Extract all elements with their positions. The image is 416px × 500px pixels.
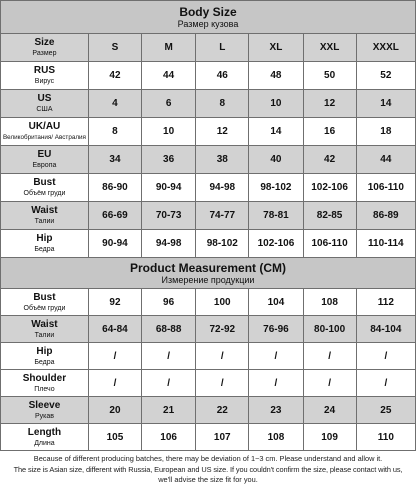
- table-cell: /: [303, 370, 356, 397]
- product-row-sleeve: [1, 397, 416, 424]
- table-cell: 10: [249, 90, 303, 118]
- row-label-cell: [1, 146, 89, 174]
- table-cell: /: [142, 370, 196, 397]
- product-title: Product Measurement (CM): [129, 260, 287, 275]
- row-label: US: [37, 93, 52, 104]
- table-cell: 107: [196, 424, 249, 451]
- note-asian-size: The size is Asian size, different with Russia, European and US size. If you couldn't confirm the size, please contact with us,: [13, 464, 403, 474]
- table-cell: 104: [249, 289, 303, 316]
- table-cell: 14: [356, 90, 415, 118]
- body-size-title-cell: [1, 1, 416, 34]
- row-label: UK/AU: [28, 121, 61, 132]
- row-label-cell: [1, 316, 89, 343]
- size-notes: [0, 451, 416, 486]
- table-cell: 20: [88, 397, 141, 424]
- table-cell: 76-96: [249, 316, 303, 343]
- table-cell: /: [88, 343, 141, 370]
- row-label: Shoulder: [22, 372, 67, 384]
- table-cell: 96: [142, 289, 196, 316]
- table-cell: /: [356, 343, 415, 370]
- product-row-length: [1, 424, 416, 451]
- table-cell: 34: [88, 146, 141, 174]
- size-header-xl: XL: [249, 34, 303, 62]
- table-cell: 98-102: [249, 174, 303, 202]
- row-sublabel: Европа: [32, 162, 57, 169]
- row-label: Hip: [36, 345, 53, 357]
- body-row-ukau: [1, 118, 416, 146]
- table-cell: 78-81: [249, 202, 303, 230]
- table-cell: 38: [196, 146, 249, 174]
- row-sublabel: Бедра: [34, 246, 55, 253]
- row-sublabel: Вирус: [34, 78, 55, 85]
- table-cell: 94-98: [142, 230, 196, 258]
- row-sublabel: Рукав: [34, 412, 54, 420]
- table-cell: 64-84: [88, 316, 141, 343]
- table-cell: 42: [303, 146, 356, 174]
- row-label: Waist: [31, 318, 58, 330]
- table-cell: 68-88: [142, 316, 196, 343]
- table-cell: /: [196, 370, 249, 397]
- row-label: Bust: [33, 177, 56, 188]
- table-cell: 48: [249, 62, 303, 90]
- table-cell: 102-106: [249, 230, 303, 258]
- table-cell: 42: [88, 62, 141, 90]
- table-cell: 46: [196, 62, 249, 90]
- note-advise: we'll advise the size fit for you.: [158, 475, 258, 484]
- row-label-cell: [1, 174, 89, 202]
- table-cell: 44: [356, 146, 415, 174]
- table-cell: 16: [303, 118, 356, 146]
- size-header-l: L: [196, 34, 249, 62]
- row-sublabel: Талии: [34, 331, 55, 339]
- table-cell: 8: [88, 118, 141, 146]
- table-cell: 66-69: [88, 202, 141, 230]
- row-sublabel: Великобритания/ Австралия: [2, 134, 86, 141]
- table-cell: /: [196, 343, 249, 370]
- table-cell: 24: [303, 397, 356, 424]
- body-row-waist: [1, 202, 416, 230]
- row-label-cell: [1, 424, 89, 451]
- table-cell: /: [88, 370, 141, 397]
- row-label-cell: [1, 90, 89, 118]
- table-cell: 90-94: [88, 230, 141, 258]
- note-deviation: Because of different producing batches, there may be deviation of 1~3 cm. Please understand and allow it.: [33, 454, 383, 463]
- row-sublabel: Объём груди: [23, 304, 66, 312]
- table-cell: 52: [356, 62, 415, 90]
- body-size-title-row: [1, 1, 416, 34]
- row-sublabel: Бедра: [34, 358, 55, 366]
- table-cell: 21: [142, 397, 196, 424]
- row-label: Bust: [33, 291, 56, 303]
- row-label: Sleeve: [28, 399, 61, 411]
- table-cell: 40: [249, 146, 303, 174]
- size-header-s: S: [88, 34, 141, 62]
- row-label-cell: [1, 62, 89, 90]
- table-cell: 86-90: [88, 174, 141, 202]
- body-row-bust: [1, 174, 416, 202]
- table-cell: 84-104: [356, 316, 415, 343]
- table-cell: 10: [142, 118, 196, 146]
- table-cell: /: [249, 370, 303, 397]
- table-cell: 112: [356, 289, 415, 316]
- size-header-label-cell: [1, 34, 89, 62]
- row-label-cell: [1, 343, 89, 370]
- table-cell: 72-92: [196, 316, 249, 343]
- table-cell: 102-106: [303, 174, 356, 202]
- table-cell: 18: [356, 118, 415, 146]
- table-cell: 36: [142, 146, 196, 174]
- table-cell: /: [356, 370, 415, 397]
- table-cell: 109: [303, 424, 356, 451]
- table-cell: 50: [303, 62, 356, 90]
- row-sublabel: Объём груди: [23, 190, 66, 197]
- table-cell: 110: [356, 424, 415, 451]
- body-row-us: [1, 90, 416, 118]
- table-cell: 105: [88, 424, 141, 451]
- row-label-cell: [1, 397, 89, 424]
- table-cell: 74-77: [196, 202, 249, 230]
- row-label: Waist: [31, 205, 58, 216]
- size-header-xxl: XXL: [303, 34, 356, 62]
- size-header-row: [1, 34, 416, 62]
- table-cell: /: [249, 343, 303, 370]
- body-row-rus: [1, 62, 416, 90]
- product-title-cell: [1, 258, 416, 289]
- table-cell: 70-73: [142, 202, 196, 230]
- table-cell: 110-114: [356, 230, 415, 258]
- product-row-waist: [1, 316, 416, 343]
- row-label: Hip: [36, 233, 53, 244]
- table-cell: 98-102: [196, 230, 249, 258]
- table-cell: 94-98: [196, 174, 249, 202]
- table-cell: 6: [142, 90, 196, 118]
- table-cell: 92: [88, 289, 141, 316]
- table-cell: 106-110: [356, 174, 415, 202]
- table-cell: 12: [196, 118, 249, 146]
- size-header-label: Size: [34, 37, 55, 48]
- table-cell: 44: [142, 62, 196, 90]
- row-label: Length: [27, 426, 62, 438]
- table-cell: 90-94: [142, 174, 196, 202]
- row-label-cell: [1, 118, 89, 146]
- product-subtitle: Измерение продукции: [161, 274, 255, 285]
- table-cell: 80-100: [303, 316, 356, 343]
- table-cell: 82-85: [303, 202, 356, 230]
- product-title-row: [1, 258, 416, 289]
- row-label-cell: [1, 230, 89, 258]
- table-cell: 14: [249, 118, 303, 146]
- table-cell: 108: [303, 289, 356, 316]
- product-row-hip: [1, 343, 416, 370]
- row-sublabel: Талии: [34, 218, 55, 225]
- row-label: EU: [37, 149, 52, 160]
- size-header-sub: Размер: [32, 50, 57, 57]
- row-label-cell: [1, 370, 89, 397]
- table-cell: 106: [142, 424, 196, 451]
- body-size-subtitle: Размер кузова: [177, 18, 239, 29]
- size-header-m: M: [142, 34, 196, 62]
- row-label-cell: [1, 202, 89, 230]
- table-cell: 4: [88, 90, 141, 118]
- table-cell: /: [142, 343, 196, 370]
- row-sublabel: США: [36, 106, 53, 113]
- table-cell: /: [303, 343, 356, 370]
- table-cell: 22: [196, 397, 249, 424]
- table-cell: 25: [356, 397, 415, 424]
- row-sublabel: Плечо: [34, 385, 55, 393]
- table-cell: 106-110: [303, 230, 356, 258]
- row-sublabel: Длина: [34, 439, 55, 447]
- table-cell: 86-89: [356, 202, 415, 230]
- product-row-shoulder: [1, 370, 416, 397]
- table-cell: 100: [196, 289, 249, 316]
- row-label-cell: [1, 289, 89, 316]
- body-row-eu: [1, 146, 416, 174]
- body-size-title: Body Size: [179, 4, 237, 19]
- row-label: RUS: [33, 65, 55, 76]
- table-cell: 23: [249, 397, 303, 424]
- body-row-hip: [1, 230, 416, 258]
- table-cell: 8: [196, 90, 249, 118]
- table-cell: 108: [249, 424, 303, 451]
- table-cell: 12: [303, 90, 356, 118]
- size-header-xxxl: XXXL: [356, 34, 415, 62]
- product-row-bust: [1, 289, 416, 316]
